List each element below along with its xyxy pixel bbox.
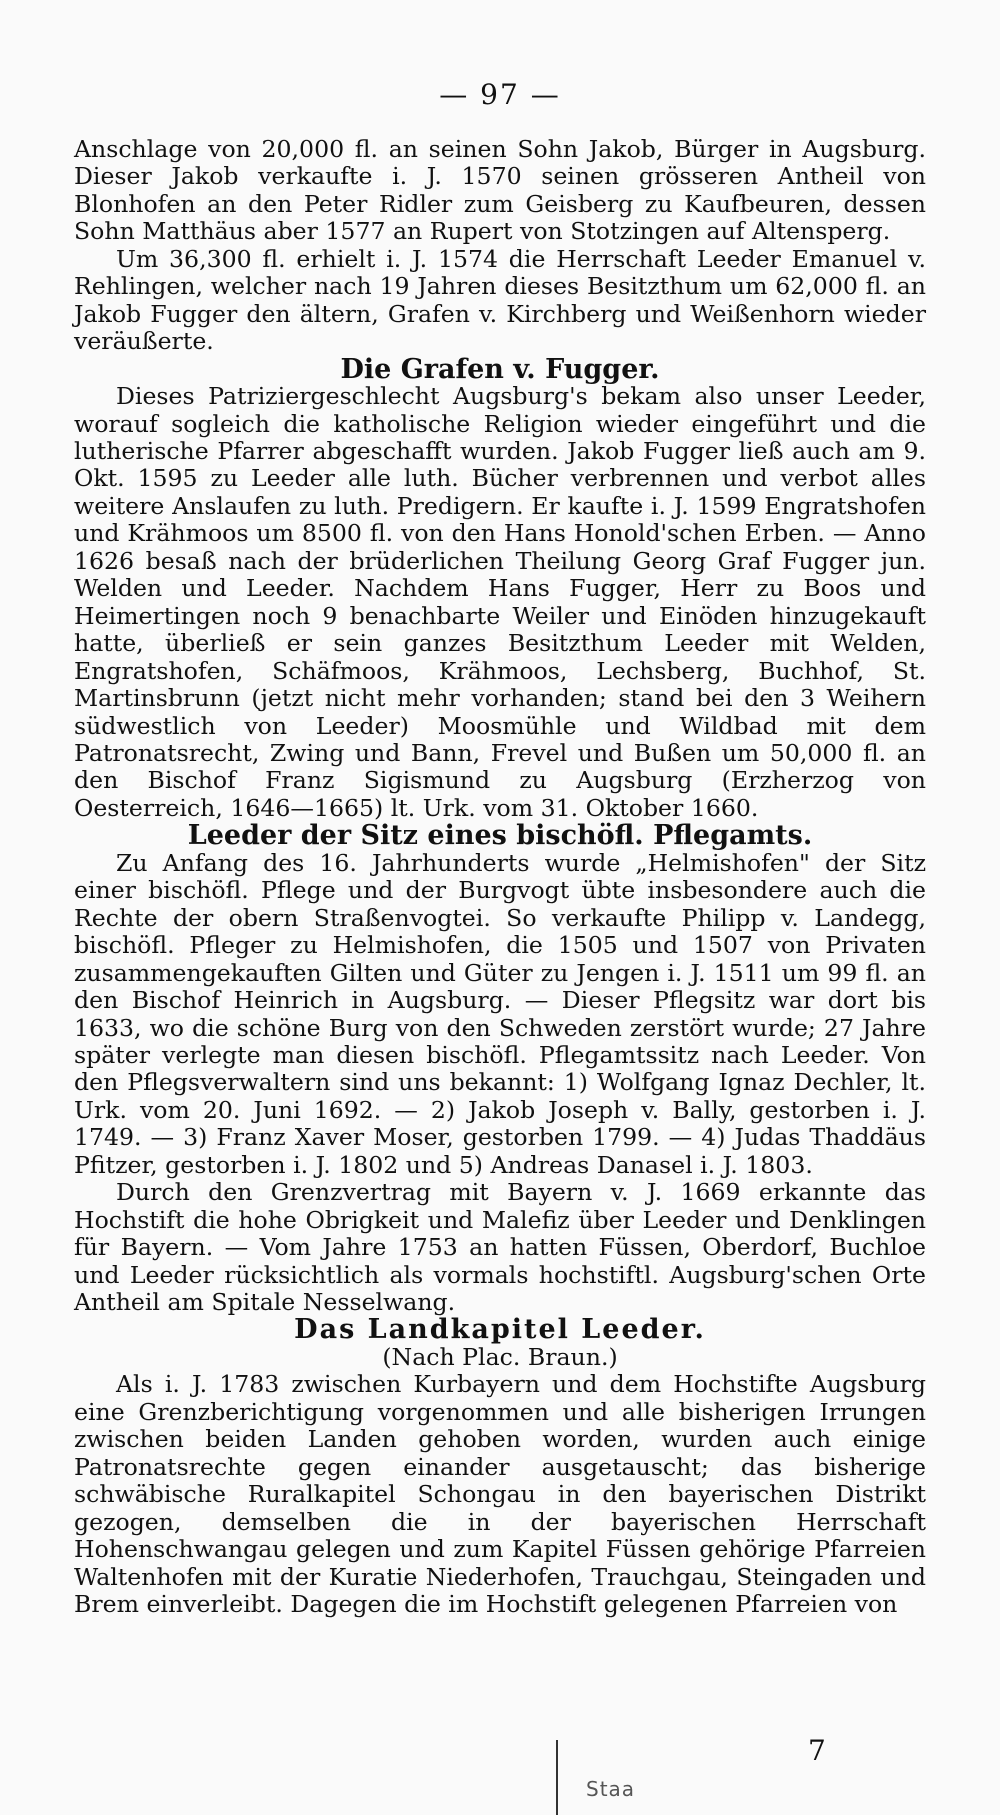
page-body bbox=[74, 136, 926, 1618]
library-stamp: Staa bbox=[586, 1777, 636, 1801]
page-fold-line bbox=[556, 1740, 558, 1815]
page-number: — 97 — bbox=[439, 78, 561, 111]
paragraph-1: Anschlage von 20,000 fl. an seinen Sohn Jakob, Bürger in Augsburg. Dieser Jakob verkaufte i. J. 1570 seinen grösseren Antheil von Blonhofen an den Peter Ridler zum Geisberg zu Kaufbeuren, dessen Sohn Matthäus aber 1577 an Rupert von Stotzingen auf Altensperg. bbox=[74, 135, 926, 246]
paragraph-6: Als i. J. 1783 zwischen Kurbayern und dem Hochstifte Augsburg eine Grenzberichtigung vorgenommen und alle bisherigen Irrungen zwischen beiden Landen gehoben worden, wurden auch einige Patronatsrechte gegen einander ausgetauscht; das bisherige schwäbische Ruralkapitel Schongau in den bayerischen Distrikt gezogen, demselben die in der bayerischen Herrschaft Hohenschwangau gelegen und zum Kapitel Füssen gehörige Pfarreien Waltenhofen mit der Kuratie Niederhofen, Trauchgau, Steingaden und Brem einverleibt. Dagegen die im Hochstift gelegenen Pfarreien von bbox=[74, 1370, 926, 1619]
section-subheading-source: (Nach Plac. Braun.) bbox=[382, 1342, 618, 1371]
section-heading-fugger: Die Grafen v. Fugger. bbox=[340, 353, 660, 385]
paragraph-5: Durch den Grenzvertrag mit Bayern v. J. 1669 erkannte das Hochstift die hohe Obrigkeit und Malefiz über Leeder und Denklingen für Bayern. — Vom Jahre 1753 an hatten Füssen, Oberdorf, Buchloe und Leeder rücksichtlich als vormals hochstiftl. Augsburg'schen Orte Antheil am Spitale Nesselwang. bbox=[74, 1178, 926, 1317]
paragraph-4: Zu Anfang des 16. Jahrhunderts wurde „Helmishofen" der Sitz einer bischöfl. Pflege und der Burgvogt übte insbesondere auch die Rechte der obern Straßenvogtei. So verkaufte Philipp v. Landegg, bischöfl. Pfleger zu Helmishofen, die 1505 und 1507 von Privaten zusammengekauften Gilten und Güter zu Jengen i. J. 1511 um 99 fl. an den Bischof Heinrich in Augsburg. — Dieser Pflegsitz war dort bis 1633, wo die schöne Burg von den Schweden zerstört wurde; 27 Jahre später verlegte man diesen bischöfl. Pflegamtssitz nach Leeder. Von den Pflegsverwaltern sind uns bekannt: 1) Wolfgang Ignaz Dechler, lt. Urk. vom 20. Juni 1692. — 2) Jakob Joseph v. Bally, gestorben i. J. 1749. — 3) Franz Xaver Moser, gestorben 1799. — 4) Judas Thaddäus Pfitzer, gestorben i. J. 1802 und 5) Andreas Danasel i. J. 1803. bbox=[74, 848, 926, 1179]
section-heading-pflegamt: Leeder der Sitz eines bischöfl. Pflegamts. bbox=[187, 820, 813, 852]
paragraph-3: Dieses Patriziergeschlecht Augsburg's bekam also unser Leeder, worauf sogleich die katholische Religion wieder eingeführt und die lutherische Pfarrer abgeschafft wurden. Jakob Fugger ließ auch am 9. Okt. 1595 zu Leeder alle luth. Bücher verbrennen und verbot alles weitere Anslaufen zu luth. Predigern. Er kaufte i. J. 1599 Engratshofen und Krähmoos um 8500 fl. von den Hans Honold'schen Erben. — Anno 1626 besaß nach der brüderlichen Theilung Georg Graf Fugger jun. Welden und Leeder. Nachdem Hans Fugger, Herr zu Boos und Heimertingen noch 9 benachbarte Weiler und Einöden hinzugekauft hatte, überließ er sein ganzes Besitzthum Leeder mit Welden, Engratshofen, Schäfmoos, Krähmoos, Lechsberg, Buchhof, St. Martinsbrunn (jetzt nicht mehr vorhanden; stand bei den 3 Weihern südwestlich von Leeder) Moosmühle und Wildbad mit dem Patronatsrecht, Zwing und Bann, Frevel und Bußen um 50,000 fl. an den Bischof Franz Sigismund zu Augsburg (Erzherzog von Oesterreich, 1646—1665) lt. Urk. vom 31. Oktober 1660. bbox=[74, 382, 926, 822]
signature-mark: 7 bbox=[808, 1734, 826, 1767]
section-heading-landkapitel: Das Landkapitel Leeder. bbox=[294, 1314, 706, 1346]
paragraph-2: Um 36,300 fl. erhielt i. J. 1574 die Herrschaft Leeder Emanuel v. Rehlingen, welcher nach 19 Jahren dieses Besitzthum um 62,000 fl. an Jakob Fugger den ältern, Grafen v. Kirchberg und Weißenhorn wieder veräußerte. bbox=[74, 244, 926, 356]
